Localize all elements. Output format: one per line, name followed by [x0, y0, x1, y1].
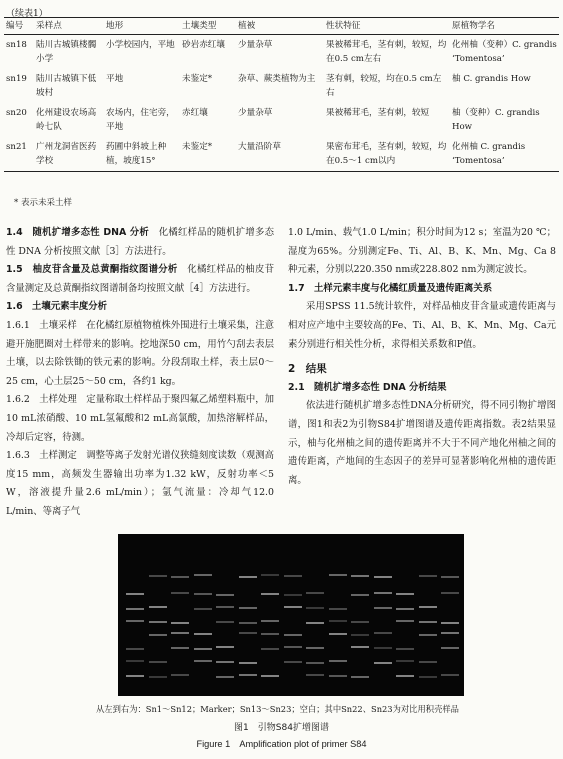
- gel-band: [216, 676, 234, 678]
- gel-band: [441, 576, 459, 578]
- table-footnote: * 表示未采土样: [14, 198, 72, 208]
- table-row: [4, 69, 559, 103]
- gel-band: [171, 592, 189, 594]
- table-header: 植被: [236, 18, 324, 35]
- table-cell: sn19: [6, 74, 27, 84]
- gel-band: [171, 647, 189, 649]
- gel-band: [419, 621, 437, 623]
- gel-band: [216, 646, 234, 648]
- gel-band: [329, 608, 347, 610]
- table-header: 采样点: [34, 18, 104, 35]
- table-cell: 化州柚（变种）C. grandis ‘Tomentosa’: [452, 40, 557, 64]
- table-cell: 化州柚 C. grandis ‘Tomentosa’: [450, 137, 559, 172]
- table-cell: 果被稀茸毛，茎有刺，较短: [326, 108, 430, 118]
- gel-band: [126, 675, 144, 677]
- gel-band: [306, 662, 324, 664]
- gel-band: [419, 634, 437, 636]
- gel-band: [284, 606, 302, 608]
- gel-band: [306, 622, 324, 624]
- gel-band: [374, 607, 392, 609]
- gel-band: [419, 661, 437, 663]
- gel-band: [261, 675, 279, 677]
- section-heading: 2 结果: [288, 363, 327, 376]
- table-cell: 柚 C. grandis How: [452, 74, 531, 84]
- paragraph-text: 采用SPSS 11.5统计软件，对样品柚皮苷含量或遗传距离与相对应产地中主要较高的Fe、Ti、Al、B、K、Mn、Mg、Ca元素分别进行相关性分析，求得相关系数和P值。: [288, 301, 556, 350]
- gel-band: [419, 606, 437, 608]
- gel-band: [306, 647, 324, 649]
- gel-band: [239, 632, 257, 634]
- table-cell: 平地: [106, 74, 124, 84]
- gel-band: [329, 660, 347, 662]
- paragraph: [6, 317, 274, 391]
- table-cell: 广州龙洞省医药学校: [34, 137, 104, 172]
- table-continued-label: （续表1）: [6, 9, 48, 19]
- table-cell: sn21: [4, 137, 34, 172]
- gel-band: [374, 662, 392, 664]
- gel-lane: [327, 534, 349, 696]
- gel-band: [396, 608, 414, 610]
- gel-band: [239, 662, 257, 664]
- table-cell: 赤红壤: [182, 108, 208, 118]
- gel-lane: [259, 534, 281, 696]
- gel-lane: [124, 534, 146, 696]
- gel-band: [194, 648, 212, 650]
- gel-band: [351, 646, 369, 648]
- table-cell: 小学校园内，平地: [106, 40, 175, 50]
- gel-band: [284, 661, 302, 663]
- paragraph-text: 化橘红样品的随机扩增多态性 DNA 分析按照文献［3］方法进行。: [6, 227, 274, 257]
- gel-lane: [372, 534, 394, 696]
- paragraph: [6, 447, 274, 521]
- gel-band: [149, 676, 167, 678]
- table-header: 土壤类型: [180, 18, 236, 35]
- gel-band: [149, 621, 167, 623]
- gel-band: [284, 575, 302, 577]
- subsection-heading: 1.6.1 土壤采样: [6, 319, 77, 331]
- gel-lane: [282, 534, 304, 696]
- paragraph-text: 化橘红样品的柚皮苷含量测定及总黄酮指纹图谱制备均按照文献［4］方法进行。: [6, 264, 274, 294]
- figure-caption-en: Figure 1 Amplification plot of primer S84: [196, 739, 367, 749]
- table-cell: 化州建设农场高岭七队: [36, 108, 97, 132]
- gel-band: [216, 606, 234, 608]
- table-cell: 杂草、蕨类植物为主: [238, 74, 316, 84]
- gel-band: [329, 675, 347, 677]
- gel-band: [194, 608, 212, 610]
- table-cell: 柚（变种）C. grandis How: [452, 108, 540, 132]
- sampling-table: [4, 17, 559, 172]
- gel-band: [126, 620, 144, 622]
- gel-lane: [214, 534, 236, 696]
- table-cell: 茎有刺，较短，均在0.5 cm左右: [326, 74, 442, 98]
- subsection-heading: 1.6.3 土样测定: [6, 450, 77, 462]
- right-column: [288, 224, 556, 490]
- gel-lane: [349, 534, 371, 696]
- gel-band: [171, 632, 189, 634]
- section-heading: 1.7 土样元素丰度与化橘红质量及遗传距离关系: [288, 282, 493, 294]
- table-row: [4, 103, 559, 137]
- section-heading: 1.5 柚皮苷含量及总黄酮指纹图谱分析: [6, 264, 178, 276]
- gel-band: [306, 607, 324, 609]
- gel-band: [306, 674, 324, 676]
- gel-band: [419, 676, 437, 678]
- gel-band: [351, 621, 369, 623]
- gel-lane: [439, 534, 461, 696]
- gel-band: [441, 622, 459, 624]
- paragraph-text: 定量称取土样样品于聚四氟乙烯塑料瓶中，加10 mL浓硝酸、10 mL氢氟酸和2 mL高氯酸，加热溶解样品，冷却后定容，待测。: [6, 394, 274, 443]
- gel-band: [441, 632, 459, 634]
- gel-band: [351, 676, 369, 678]
- gel-band: [284, 646, 302, 648]
- gel-lane: [394, 534, 416, 696]
- table-cell: 果被稀茸毛，茎有刺，较短，均在0.5 cm左右: [326, 40, 447, 64]
- gel-band: [441, 592, 459, 594]
- section-heading: 1.4 随机扩增多态性 DNA 分析: [6, 227, 150, 238]
- table-cell: sn20: [6, 108, 27, 118]
- gel-band: [261, 574, 279, 576]
- gel-band: [351, 594, 369, 596]
- gel-band: [329, 620, 347, 622]
- paragraph: [6, 261, 274, 298]
- table-header: 地形: [104, 18, 180, 35]
- gel-band: [284, 634, 302, 636]
- table-cell: 农场内，住宅旁，平地: [106, 108, 175, 132]
- gel-lane: [147, 534, 169, 696]
- table-cell: 少量杂草: [238, 40, 273, 50]
- gel-band: [351, 634, 369, 636]
- gel-band: [149, 634, 167, 636]
- gel-band: [216, 621, 234, 623]
- gel-band: [239, 674, 257, 676]
- gel-lane: [169, 534, 191, 696]
- gel-band: [374, 576, 392, 578]
- gel-band: [126, 648, 144, 650]
- gel-band: [239, 607, 257, 609]
- table-cell: 未鉴定*: [180, 137, 236, 172]
- gel-band: [194, 633, 212, 635]
- gel-band: [261, 633, 279, 635]
- gel-band: [374, 632, 392, 634]
- gel-band: [239, 622, 257, 624]
- gel-band: [126, 660, 144, 662]
- gel-band: [351, 575, 369, 577]
- gel-band: [126, 593, 144, 595]
- gel-band: [306, 592, 324, 594]
- subsection-heading: 1.6.2 土样处理: [6, 394, 77, 406]
- gel-band: [374, 647, 392, 649]
- table-cell: 未鉴定*: [182, 74, 213, 84]
- gel-lane: [304, 534, 326, 696]
- gel-band: [261, 620, 279, 622]
- table-cell: 陆川古城镇下低坡村: [36, 74, 97, 98]
- gel-band: [239, 576, 257, 578]
- paragraph-text: 1.0 L/min、载气1.0 L/min；积分时间为12 s；室温为20 ℃；湿度为65%。分别测定Fe、Ti、Al、B、K、Mn、Mg、Ca 8种元素，分别以220.350 nm或228.802 nm为测定波长。: [288, 227, 556, 276]
- table-row: [4, 137, 559, 172]
- gel-band: [261, 593, 279, 595]
- gel-band: [126, 608, 144, 610]
- gel-lane: [417, 534, 439, 696]
- table-header: 性状特征: [324, 18, 450, 35]
- gel-band: [396, 675, 414, 677]
- table-cell: 少量杂草: [238, 108, 273, 118]
- left-column: [6, 224, 274, 522]
- table-row: [4, 35, 559, 70]
- paragraph: [6, 224, 274, 261]
- gel-band: [171, 622, 189, 624]
- paragraph-text: 依法进行随机扩增多态性DNA分析研究，得不同引物扩增图谱，图1和表2为引物S84扩增图谱及遗传距离指数。表2结果显示，柚与化州柚之间的遗传距离并不大于不同产地化州柚之间的遗传距离，产地间的生态因子的差异可显著影响化州柚的遗传距离。: [288, 400, 556, 486]
- table-cell: 大量沿阶草: [236, 137, 324, 172]
- table-cell: sn18: [6, 40, 27, 50]
- gel-band: [171, 576, 189, 578]
- gel-band: [149, 575, 167, 577]
- gel-band: [419, 575, 437, 577]
- paragraph: [6, 391, 274, 447]
- gel-band: [441, 674, 459, 676]
- gel-band: [171, 674, 189, 676]
- paragraph-text: 调整等离子发射光谱仪狭缝刻度读数（观测高度15 mm，高频发生器输出功率为1.32 kW，反射功率＜5 W，溶液提升量2.6 mL/min）；氩气流量：冷却气12.0 L/min、等离子气: [6, 450, 274, 517]
- gel-electrophoresis-image: [118, 534, 464, 696]
- gel-band: [149, 606, 167, 608]
- gel-band: [194, 660, 212, 662]
- gel-band: [374, 592, 392, 594]
- gel-band: [149, 661, 167, 663]
- gel-band: [194, 593, 212, 595]
- table-header: 编号: [4, 18, 34, 35]
- table-cell: 砂岩赤红壤: [182, 40, 225, 50]
- gel-band: [329, 574, 347, 576]
- gel-band: [216, 594, 234, 596]
- gel-band: [216, 661, 234, 663]
- figure-lane-note: 从左到右为：Sn1～Sn12；Marker；Sn13～Sn23；空白；其中Sn22、Sn23为对比用积壳样品: [96, 704, 459, 714]
- section-heading: 1.6 土壤元素丰度分析: [6, 301, 107, 313]
- table-header: 原植物学名: [450, 18, 559, 35]
- section-heading: 2.1 随机扩增多态性 DNA 分析结果: [288, 381, 447, 393]
- gel-band: [396, 620, 414, 622]
- gel-band: [396, 648, 414, 650]
- table-cell: 果密布茸毛，茎有刺，较短，均在0.5～1 cm以内: [324, 137, 450, 172]
- paragraph-text: 在化橘红原植物植株外围进行土壤采集，注意避开施肥圈对土样带来的影响。挖地深50 cm，用竹勺刮去表层土壤，以去除铁锄的铁元素的影响。分段刮取土样，表土层0～25 cm，心土层25～50 cm，各约1 kg。: [6, 319, 274, 387]
- figure-caption-cn: 图1 引物S84扩增图谱: [234, 723, 329, 733]
- gel-lane: [237, 534, 259, 696]
- table-cell: 陆川古城镇楼髑小学: [36, 40, 97, 64]
- gel-band: [396, 660, 414, 662]
- gel-band: [441, 647, 459, 649]
- table-cell: 药圃中斜坡上种植，坡度15°: [104, 137, 180, 172]
- gel-band: [194, 574, 212, 576]
- gel-band: [329, 633, 347, 635]
- gel-band: [261, 648, 279, 650]
- gel-band: [284, 594, 302, 596]
- gel-band: [396, 593, 414, 595]
- gel-lane: [192, 534, 214, 696]
